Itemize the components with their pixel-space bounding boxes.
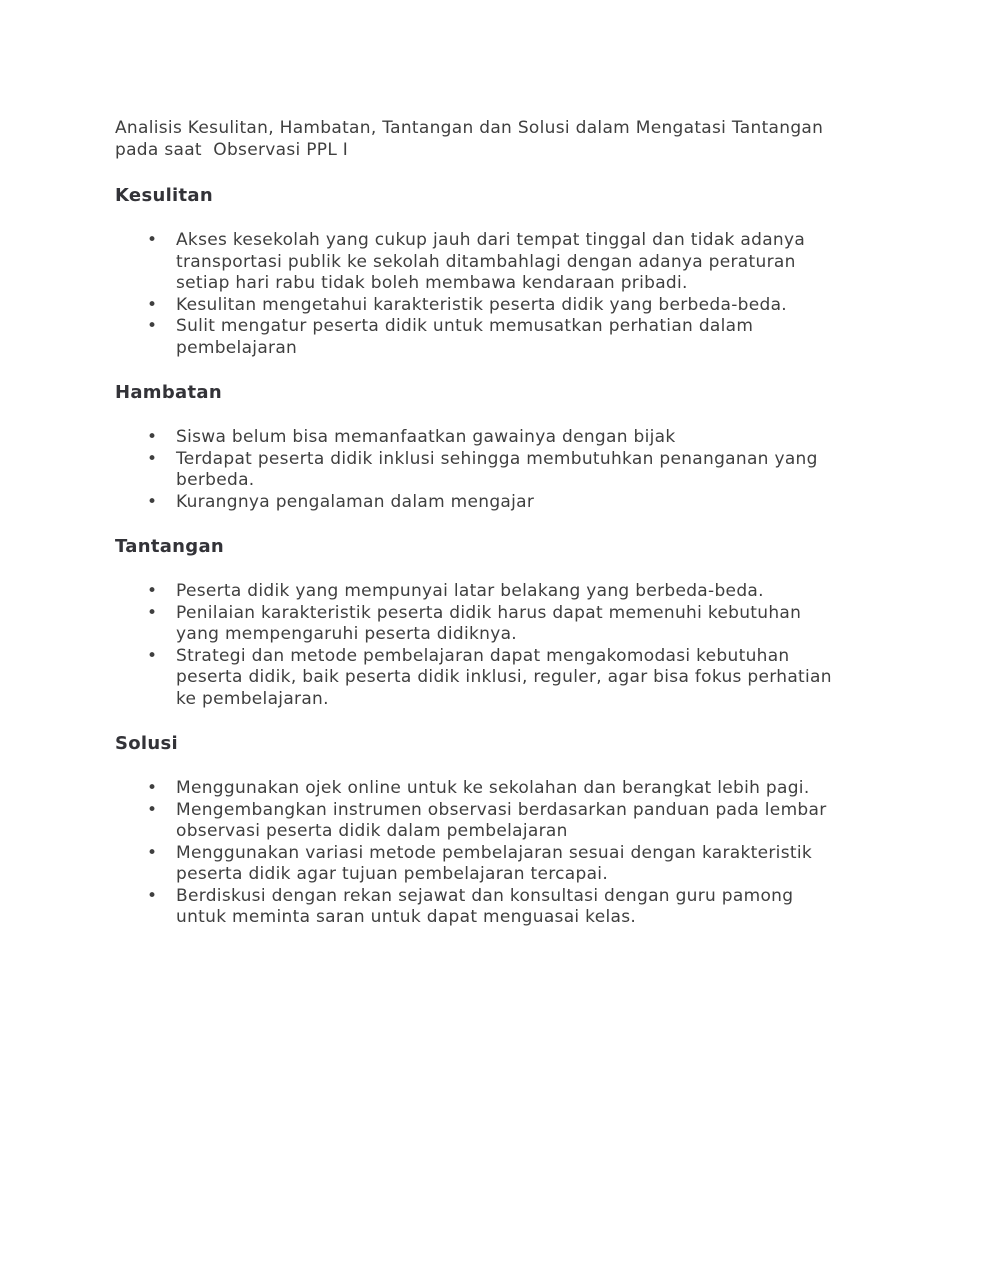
list-item: • Penilaian karakteristik peserta didik harus dapat memenuhi kebutuhan yang mempengaruhi peserta didiknya. <box>115 603 842 646</box>
document-title: Analisis Kesulitan, Hambatan, Tantangan dan Solusi dalam Mengatasi Tantangan pada saat Observasi PPL I <box>115 118 829 160</box>
list-item: • Kesulitan mengetahui karakteristik peserta didik yang berbeda-beda. <box>115 295 842 317</box>
list-item: • Strategi dan metode pembelajaran dapat mengakomodasi kebutuhan peserta didik, baik peserta didik inklusi, reguler, agar bisa fokus perhatian ke pembelajaran. <box>115 646 842 711</box>
list-item: • Terdapat peserta didik inklusi sehingga membutuhkan penanganan yang berbeda. <box>115 449 842 492</box>
list-item: • Berdiskusi dengan rekan sejawat dan konsultasi dengan guru pamong untuk meminta saran untuk dapat menguasai kelas. <box>115 886 842 929</box>
list-item: • Mengembangkan instrumen observasi berdasarkan panduan pada lembar observasi peserta didik dalam pembelajaran <box>115 800 842 843</box>
list-item: • Kurangnya pengalaman dalam mengajar <box>115 492 842 514</box>
bullet-list-solusi <box>115 778 842 929</box>
bullet-list-kesulitan <box>115 230 842 359</box>
section-heading-kesulitan: Kesulitan <box>115 185 213 206</box>
section-heading-hambatan: Hambatan <box>115 382 222 403</box>
list-item: • Menggunakan ojek online untuk ke sekolahan dan berangkat lebih pagi. <box>115 778 842 800</box>
section-heading-solusi: Solusi <box>115 733 178 754</box>
bullet-list-tantangan <box>115 581 842 710</box>
list-item: • Siswa belum bisa memanfaatkan gawainya dengan bijak <box>115 427 842 449</box>
section-heading-tantangan: Tantangan <box>115 536 225 557</box>
bullet-list-hambatan <box>115 427 842 513</box>
list-item: • Peserta didik yang mempunyai latar belakang yang berbeda-beda. <box>115 581 842 603</box>
list-item: • Sulit mengatur peserta didik untuk memusatkan perhatian dalam pembelajaran <box>115 316 842 359</box>
list-item: • Akses kesekolah yang cukup jauh dari tempat tinggal dan tidak adanya transportasi publik ke sekolah ditambahlagi dengan adanya peraturan setiap hari rabu tidak boleh membawa kendaraan pribadi. <box>115 230 842 295</box>
list-item: • Menggunakan variasi metode pembelajaran sesuai dengan karakteristik peserta didik agar tujuan pembelajaran tercapai. <box>115 843 842 886</box>
